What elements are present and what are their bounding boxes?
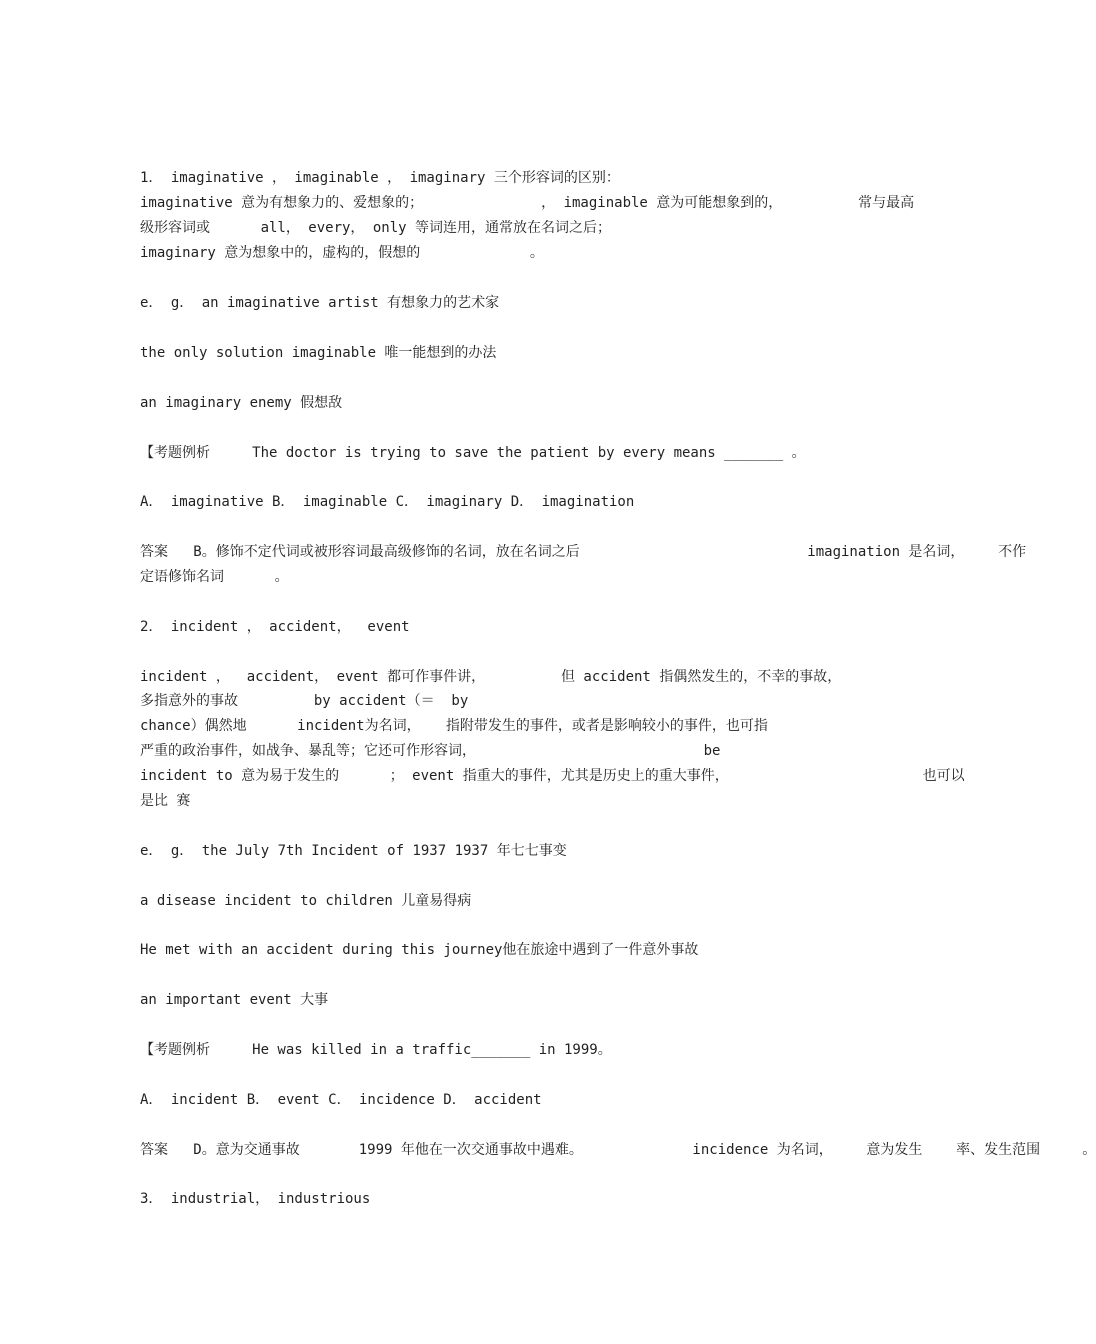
text-line: 答案 D。意为交通事故 1999 年他在一次交通事故中遇难。 incidence 为名词， 意为发生 率、发生范围 。 bbox=[140, 1142, 1096, 1158]
text-line: chance）偶然地 incident为名词， 指附带发生的事件，或者是影响较小的事件，也可指 bbox=[140, 718, 768, 734]
text-line: 多指意外的事故 by accident（＝ by bbox=[140, 693, 469, 709]
text-line: 【考题例析 The doctor is trying to save the patient by every means _______ 。 bbox=[140, 445, 806, 461]
text-line: He met with an accident during this journey他在旅途中遇到了一件意外事故 bbox=[140, 942, 699, 958]
text-line: imaginative 意为有想象力的、爱想象的； ， imaginable 意为可能想象到的， 常与最高 bbox=[140, 195, 915, 211]
text-line: the only solution imaginable 唯一能想到的办法 bbox=[140, 345, 497, 361]
text-line: 【考题例析 He was killed in a traffic_______ in 1999。 bbox=[140, 1042, 612, 1058]
text-line: an important event 大事 bbox=[140, 992, 329, 1008]
text-line: 3． industrial， industrious bbox=[140, 1191, 371, 1207]
text-line: e． g． an imaginative artist 有想象力的艺术家 bbox=[140, 295, 500, 311]
text-line: an imaginary enemy 假想敌 bbox=[140, 395, 343, 411]
text-line: 是比 赛 bbox=[140, 793, 191, 809]
text-line: imaginary 意为想象中的，虚构的，假想的 。 bbox=[140, 245, 544, 261]
text-line: incident ， accident， event 都可作事件讲， 但 accident 指偶然发生的，不幸的事故， bbox=[140, 669, 842, 685]
text-line: 2． incident ， accident， event bbox=[140, 619, 410, 635]
text-line: 严重的政治事件，如战争、暴乱等；它还可作形容词， be bbox=[140, 743, 721, 759]
text-line: 定语修饰名词 。 bbox=[140, 569, 289, 585]
text-line: a disease incident to children 儿童易得病 bbox=[140, 893, 472, 909]
text-line: A． incident B． event C． incidence D． accident bbox=[140, 1092, 542, 1108]
text-line: 1． imaginative ， imaginable ， imaginary 三个形容词的区别： bbox=[140, 170, 620, 186]
text-line: 答案 B。修饰不定代词或被形容词最高级修饰的名词，放在名词之后 imagination 是名词， 不作 bbox=[140, 544, 1027, 560]
text-line: incident to 意为易于发生的 ； event 指重大的事件，尤其是历史上的重大事件， 也可以 bbox=[140, 768, 965, 784]
text-line: 级形容词或 all， every， only 等词连用，通常放在名词之后； bbox=[140, 220, 612, 236]
text-line: A． imaginative B． imaginable C． imaginary D． imagination bbox=[140, 494, 635, 510]
text-line: e． g． the July 7th Incident of 1937 1937 年七七事变 bbox=[140, 843, 567, 859]
